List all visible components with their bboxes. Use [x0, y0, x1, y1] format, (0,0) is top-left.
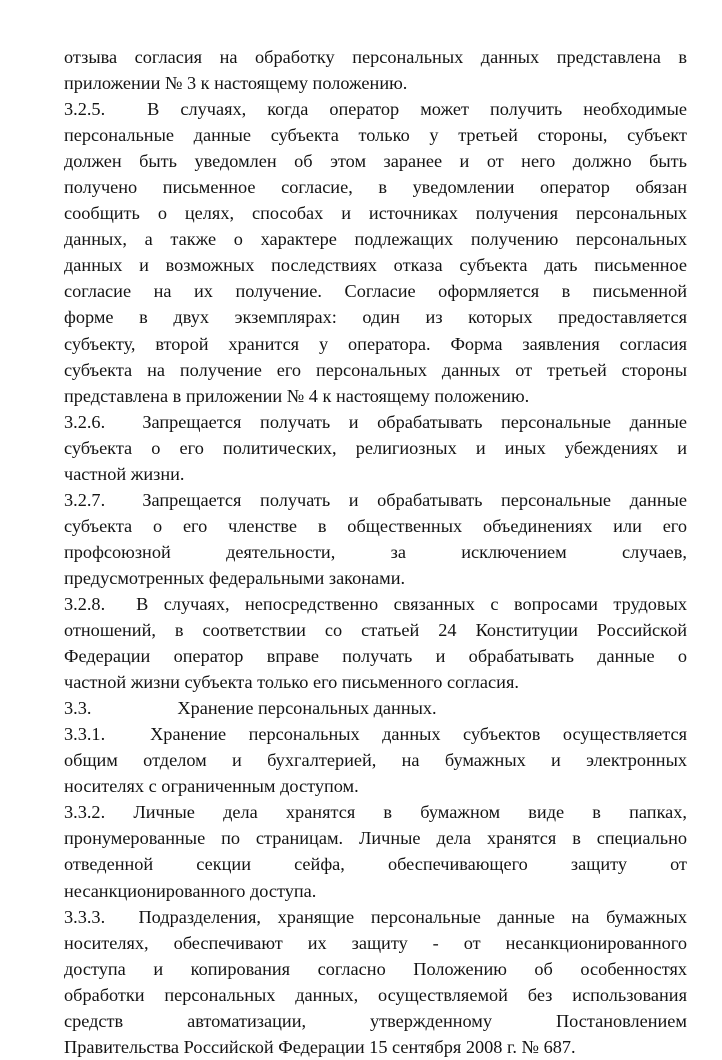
text-line: приложении № 3 к настоящему положению.: [64, 73, 408, 94]
text-line: Федерации оператор вправе получать и обрабатывать данные о: [64, 646, 687, 667]
text-line: субъекта о его политических, религиозных и иных убеждениях и: [64, 437, 687, 458]
text-line: 3.2.8. В случаях, непосредственно связанных с вопросами трудовых: [64, 593, 687, 614]
text-line: 3.3.3. Подразделения, хранящие персональные данные на бумажных: [64, 906, 687, 927]
text-line: носителях, обеспечивают их защиту - от несанкционированного: [64, 932, 687, 953]
section-heading-title: Хранение персональных данных.: [177, 698, 437, 719]
text-line: субъекта о его членстве в общественных объединениях или его: [64, 515, 687, 536]
text-line: обработки персональных данных, осуществляемой без использования: [64, 984, 687, 1005]
text-line: получено письменное согласие, в уведомлении оператор обязан: [64, 177, 687, 198]
section-heading-line: [64, 695, 687, 721]
text-line: отношений, в соответствии со статьей 24 Конституции Российской: [64, 620, 687, 641]
text-line: данных, а также о характере подлежащих получению персональных: [64, 229, 687, 250]
text-line: предусмотренных федеральными законами.: [64, 567, 406, 588]
text-line: общим отделом и бухгалтерией, на бумажных и электронных: [64, 750, 687, 771]
text-line: форме в двух экземплярах: один из которых предоставляется: [64, 307, 687, 328]
text-line: отзыва согласия на обработку персональных данных представлена в: [64, 47, 687, 67]
text-line: персональные данные субъекта только у третьей стороны, субъект: [64, 125, 687, 146]
text-line: субъекту, второй хранится у оператора. Форма заявления согласия: [64, 333, 687, 354]
text-line: сообщить о целях, способах и источниках получения персональных: [64, 203, 687, 224]
text-line: должен быть уведомлен об этом заранее и от него должно быть: [64, 151, 687, 172]
text-line: частной жизни.: [64, 463, 185, 484]
text-line: отведенной секции сейфа, обеспечивающего защиту от: [64, 854, 687, 875]
text-line: несанкционированного доступа.: [64, 880, 317, 901]
text-line: профсоюзной деятельности, за исключением случаев,: [64, 541, 687, 562]
text-line: частной жизни субъекта только его письменного согласия.: [64, 672, 519, 693]
text-line: 3.3.2. Личные дела хранятся в бумажном виде в папках,: [64, 802, 687, 823]
text-line: данных и возможных последствиях отказа субъекта дать письменное: [64, 255, 687, 276]
text-line: согласие на их получение. Согласие оформляется в письменной: [64, 281, 687, 302]
text-line: средств автоматизации, утвержденному Постановлением: [64, 1010, 687, 1031]
text-line: носителях с ограниченным доступом.: [64, 776, 359, 797]
text-line: 3.3.1. Хранение персональных данных субъектов осуществляется: [64, 724, 687, 745]
text-line: 3.2.6. Запрещается получать и обрабатывать персональные данные: [64, 411, 687, 432]
text-line: субъекта на получение его персональных данных от третьей стороны: [64, 359, 687, 380]
text-line: 3.2.5. В случаях, когда оператор может получить необходимые: [64, 99, 687, 120]
text-line: представлена в приложении № 4 к настоящему положению.: [64, 385, 530, 406]
text-line: пронумерованные по страницам. Личные дела хранятся в специально: [64, 828, 687, 849]
section-heading-number: 3.3.: [64, 698, 92, 719]
text-line: Правительства Российской Федерации 15 сентября 2008 г. № 687.: [64, 1036, 576, 1057]
document-text-body: [64, 44, 687, 1060]
text-line: доступа и копирования согласно Положению об особенностях: [64, 958, 687, 979]
text-line: 3.2.7. Запрещается получать и обрабатывать персональные данные: [64, 489, 687, 510]
